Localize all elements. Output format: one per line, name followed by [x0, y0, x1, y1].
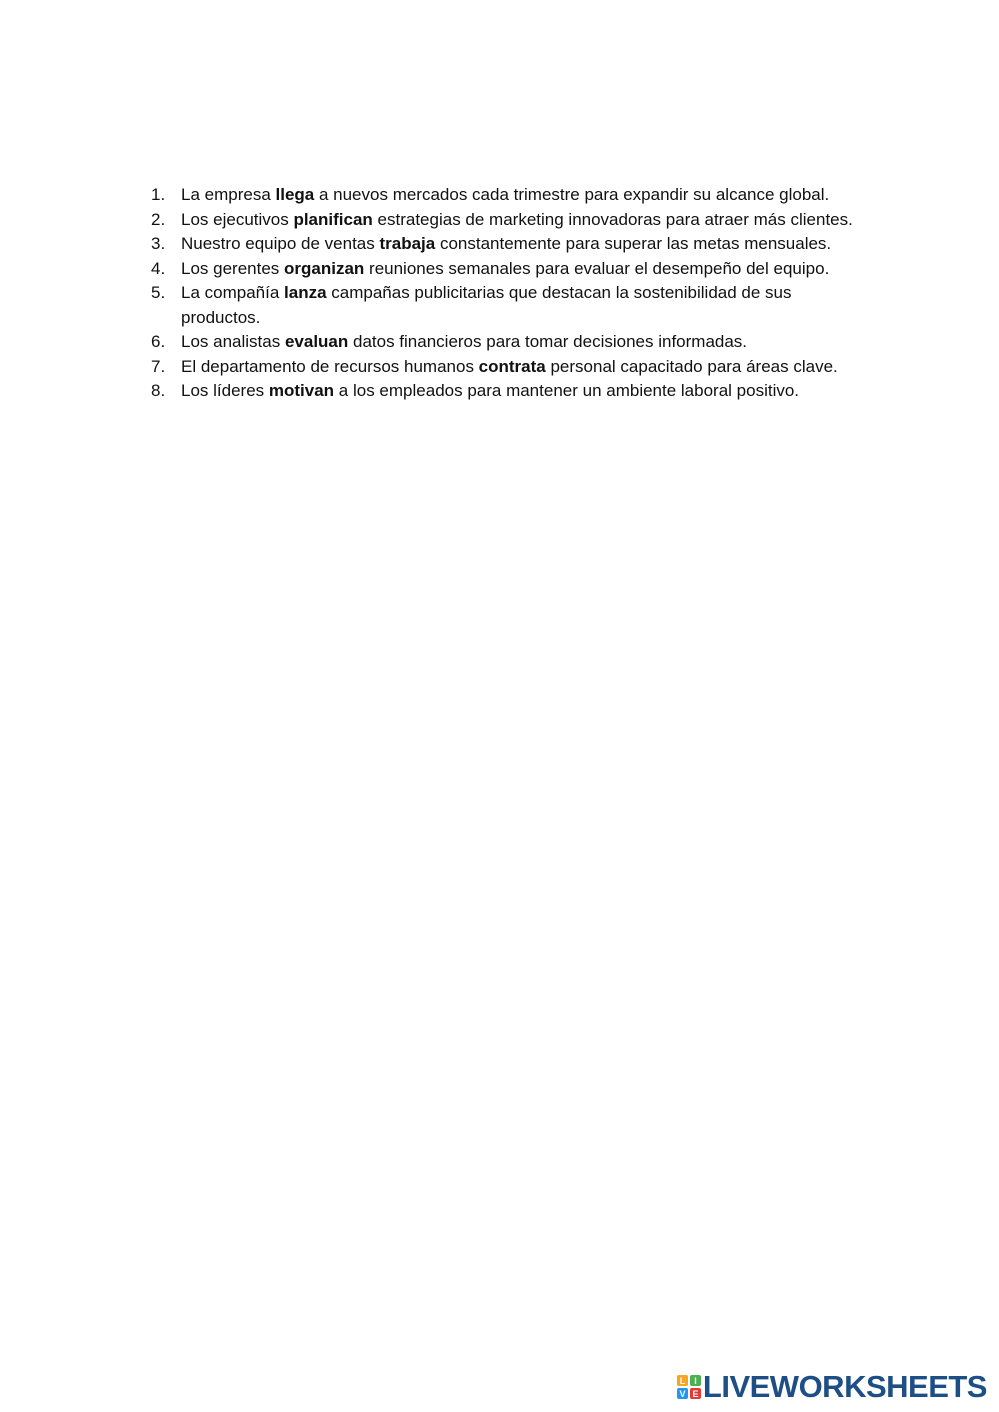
verb: lanza: [284, 283, 327, 302]
text-after: campañas publicitarias que destacan la sostenibilidad de sus productos.: [181, 283, 792, 327]
sentence-text: [181, 379, 868, 404]
svg-text:L: L: [679, 1375, 686, 1386]
sentence-item: [148, 232, 868, 257]
verb: organizan: [284, 258, 365, 278]
text-before: El departamento de recursos humanos: [181, 356, 479, 376]
text-after: constantemente para superar las metas mensuales.: [435, 234, 832, 253]
brand-name: LIVEWORKSHEETS: [702, 1369, 987, 1404]
sentence-text: [181, 355, 868, 380]
sentence-text: [181, 232, 868, 257]
svg-text:I: I: [694, 1375, 697, 1386]
text-after: reuniones semanales para evaluar el desempeño del equipo.: [364, 258, 830, 278]
item-number: 5.: [151, 283, 166, 302]
item-number: 2.: [151, 209, 166, 229]
liveworksheets-logo: [677, 1371, 987, 1402]
text-after: a nuevos mercados cada trimestre para expandir su alcance global.: [314, 185, 830, 204]
text-after: personal capacitado para áreas clave.: [545, 356, 838, 376]
text-before: La compañía: [181, 283, 285, 302]
sentence-text: [181, 257, 868, 282]
sentence-item: [148, 281, 868, 330]
sentence-item: [148, 183, 868, 208]
text-before: Los líderes: [181, 381, 269, 400]
svg-text:V: V: [679, 1388, 686, 1399]
item-number: 8.: [151, 381, 166, 400]
text-after: datos financieros para tomar decisiones informadas.: [348, 332, 748, 351]
sentence-item: [148, 379, 868, 404]
text-before: Los ejecutivos: [181, 209, 294, 229]
verb: contrata: [478, 356, 546, 376]
text-after: estrategias de marketing innovadoras para atraer más clientes.: [372, 209, 853, 229]
sentence-text: [181, 183, 868, 208]
item-number: 6.: [151, 332, 166, 351]
item-number: 1.: [151, 185, 166, 204]
sentence-text: [181, 208, 868, 233]
item-number: 3.: [151, 234, 166, 253]
sentence-item: [148, 208, 868, 233]
sentence-item: [148, 330, 868, 355]
sentence-item: [148, 355, 868, 380]
verb: motivan: [268, 381, 335, 400]
text-before: Nuestro equipo de ventas: [181, 234, 380, 253]
verb: llega: [275, 185, 315, 204]
sentence-text: [181, 281, 868, 330]
verb: trabaja: [379, 234, 436, 253]
item-number: 7.: [151, 356, 166, 376]
item-number: 4.: [151, 258, 166, 278]
text-before: Los gerentes: [181, 258, 285, 278]
text-before: Los analistas: [181, 332, 285, 351]
verb: evaluan: [284, 332, 349, 351]
sentence-list: [148, 183, 868, 404]
sentence-item: [148, 257, 868, 282]
text-before: La empresa: [181, 185, 276, 204]
text-after: a los empleados para mantener un ambiente laboral positivo.: [334, 381, 800, 400]
svg-text:E: E: [692, 1388, 699, 1399]
verb: planifican: [293, 209, 373, 229]
sentence-text: [181, 330, 868, 355]
liveworksheets-logo-icon: [677, 1375, 701, 1399]
